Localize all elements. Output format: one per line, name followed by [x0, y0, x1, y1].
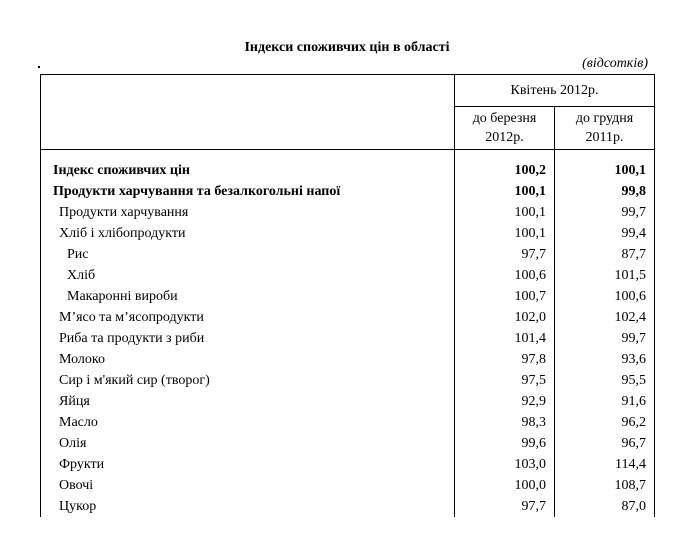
table-row — [41, 328, 655, 349]
stray-mark — [38, 66, 40, 68]
row-value-march: 100,1 — [455, 223, 555, 244]
unit-note: (відсотків) — [582, 56, 648, 71]
row-name: Продукти харчування та безалкогольні напої — [41, 181, 455, 202]
cpi-table — [40, 74, 655, 517]
table-row — [41, 454, 655, 475]
header-period: Квітень 2012р. — [455, 75, 655, 107]
table-row — [41, 265, 655, 286]
header-col-march: до березня 2012р. — [455, 107, 555, 150]
row-value-march: 98,3 — [455, 412, 555, 433]
row-name: Цукор — [41, 496, 455, 517]
table-row — [41, 244, 655, 265]
row-name: Яйця — [41, 391, 455, 412]
row-value-march: 100,2 — [455, 150, 555, 182]
row-value-march: 100,1 — [455, 181, 555, 202]
row-value-december: 100,1 — [555, 150, 655, 182]
row-value-december: 91,6 — [555, 391, 655, 412]
row-value-december: 101,5 — [555, 265, 655, 286]
row-name: Хліб і хлібопродукти — [41, 223, 455, 244]
row-name: Фрукти — [41, 454, 455, 475]
row-value-december: 108,7 — [555, 475, 655, 496]
row-value-december: 99,8 — [555, 181, 655, 202]
row-name: Рис — [41, 244, 455, 265]
row-name: Масло — [41, 412, 455, 433]
table-row — [41, 370, 655, 391]
row-value-december: 114,4 — [555, 454, 655, 475]
row-value-march: 99,6 — [455, 433, 555, 454]
page-title: Індекси споживчих цін в області — [244, 40, 450, 55]
table-row — [41, 349, 655, 370]
table-row — [41, 412, 655, 433]
table-row — [41, 202, 655, 223]
row-value-march: 100,7 — [455, 286, 555, 307]
header-col-december: до грудня 2011р. — [555, 107, 655, 150]
row-value-december: 99,7 — [555, 328, 655, 349]
row-value-december: 99,4 — [555, 223, 655, 244]
row-value-december: 96,7 — [555, 433, 655, 454]
row-name: Молоко — [41, 349, 455, 370]
row-value-march: 97,7 — [455, 496, 555, 517]
row-name: Макаронні вироби — [41, 286, 455, 307]
row-name: Риба та продукти з риби — [41, 328, 455, 349]
row-value-march: 100,0 — [455, 475, 555, 496]
row-value-december: 96,2 — [555, 412, 655, 433]
row-value-march: 97,7 — [455, 244, 555, 265]
table-row — [41, 496, 655, 517]
row-name: Хліб — [41, 265, 455, 286]
row-value-december: 99,7 — [555, 202, 655, 223]
row-name: М’ясо та м’ясопродукти — [41, 307, 455, 328]
row-value-march: 103,0 — [455, 454, 555, 475]
header-empty-cell — [41, 75, 455, 150]
row-value-march: 97,5 — [455, 370, 555, 391]
table-row — [41, 433, 655, 454]
row-value-march: 100,6 — [455, 265, 555, 286]
row-value-march: 97,8 — [455, 349, 555, 370]
row-name: Олія — [41, 433, 455, 454]
table-row — [41, 286, 655, 307]
table-row — [41, 475, 655, 496]
row-value-december: 93,6 — [555, 349, 655, 370]
row-value-march: 102,0 — [455, 307, 555, 328]
table-row — [41, 223, 655, 244]
row-value-december: 102,4 — [555, 307, 655, 328]
row-value-march: 100,1 — [455, 202, 555, 223]
row-value-december: 100,6 — [555, 286, 655, 307]
row-value-december: 87,0 — [555, 496, 655, 517]
row-name: Сир і м'який сир (творог) — [41, 370, 455, 391]
table-row — [41, 181, 655, 202]
table-row — [41, 307, 655, 328]
row-name: Індекс споживчих цін — [41, 150, 455, 182]
table-row — [41, 150, 655, 182]
row-value-december: 87,7 — [555, 244, 655, 265]
row-name: Продукти харчування — [41, 202, 455, 223]
table-row — [41, 391, 655, 412]
row-value-march: 92,9 — [455, 391, 555, 412]
row-value-december: 95,5 — [555, 370, 655, 391]
row-value-march: 101,4 — [455, 328, 555, 349]
row-name: Овочі — [41, 475, 455, 496]
